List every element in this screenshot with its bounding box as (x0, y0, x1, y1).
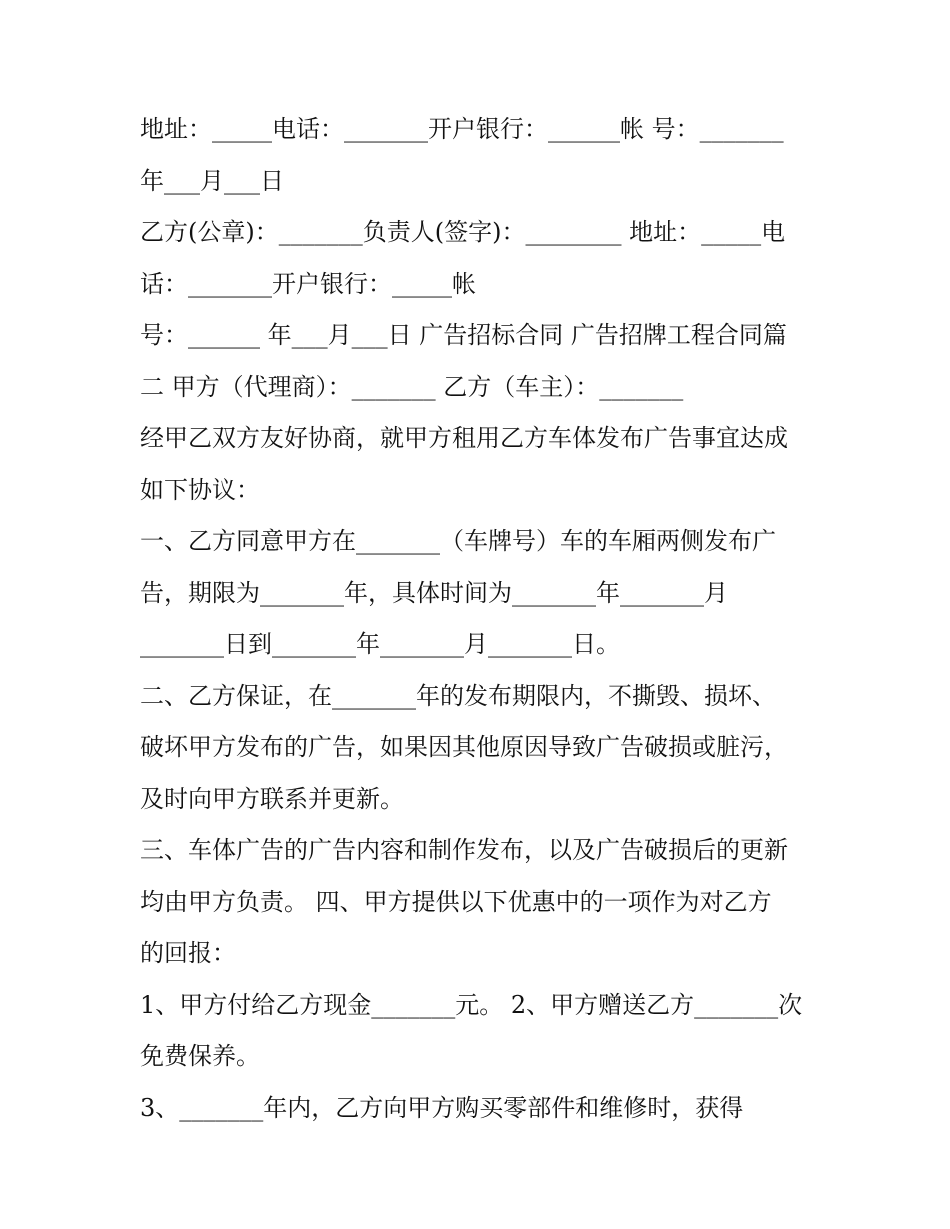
text-line: 二、乙方保证，在_______年的发布期限内，不撕毁、损坏、 (140, 681, 776, 710)
text-line: 号：______ 年___月___日 广告招标合同 广告招牌工程合同篇 (140, 321, 787, 349)
text-line: 3、_______年内，乙方向甲方购买零部件和维修时，获得 (140, 1093, 744, 1122)
text-line: 告，期限为_______年，具体时间为_______年_______月 (140, 578, 728, 607)
text-line: 如下协议： (140, 475, 260, 504)
text-line: 话：_______开户银行：_____帐 (140, 269, 476, 298)
text-line: 均由甲方负责。 四、甲方提供以下优惠中的一项作为对乙方 (140, 887, 772, 916)
text-line: 乙方(公章)：_______负责人(签字)：________ 地址：_____电 (140, 218, 786, 246)
text-line: 及时向甲方联系并更新。 (140, 784, 404, 813)
text-line: 免费保养。 (140, 1042, 260, 1070)
text-line: 年___月___日 (140, 166, 284, 195)
text-line: _______日到_______年_______月_______日。 (140, 630, 620, 658)
text-line: 三、车体广告的广告内容和制作发布，以及广告破损后的更新 (140, 836, 788, 864)
text-line: 的回报： (140, 939, 236, 967)
text-line: 1、甲方付给乙方现金_______元。 2、甲方赠送乙方_______次 (140, 990, 803, 1019)
text-line: 一、乙方同意甲方在_______（车牌号）车的车厢两侧发布广 (140, 527, 776, 555)
text-line: 二 甲方（代理商）：_______ 乙方（车主）：_______ (140, 372, 684, 401)
contract-body (140, 104, 820, 1134)
text-line: 地址：_____电话：_______开户银行：______帐 号：_______ (140, 115, 784, 143)
text-line: 经甲乙双方友好协商，就甲方租用乙方车体发布广告事宜达成 (140, 424, 788, 452)
text-line: 破坏甲方发布的广告，如果因其他原因导致广告破损或脏污， (140, 733, 788, 761)
